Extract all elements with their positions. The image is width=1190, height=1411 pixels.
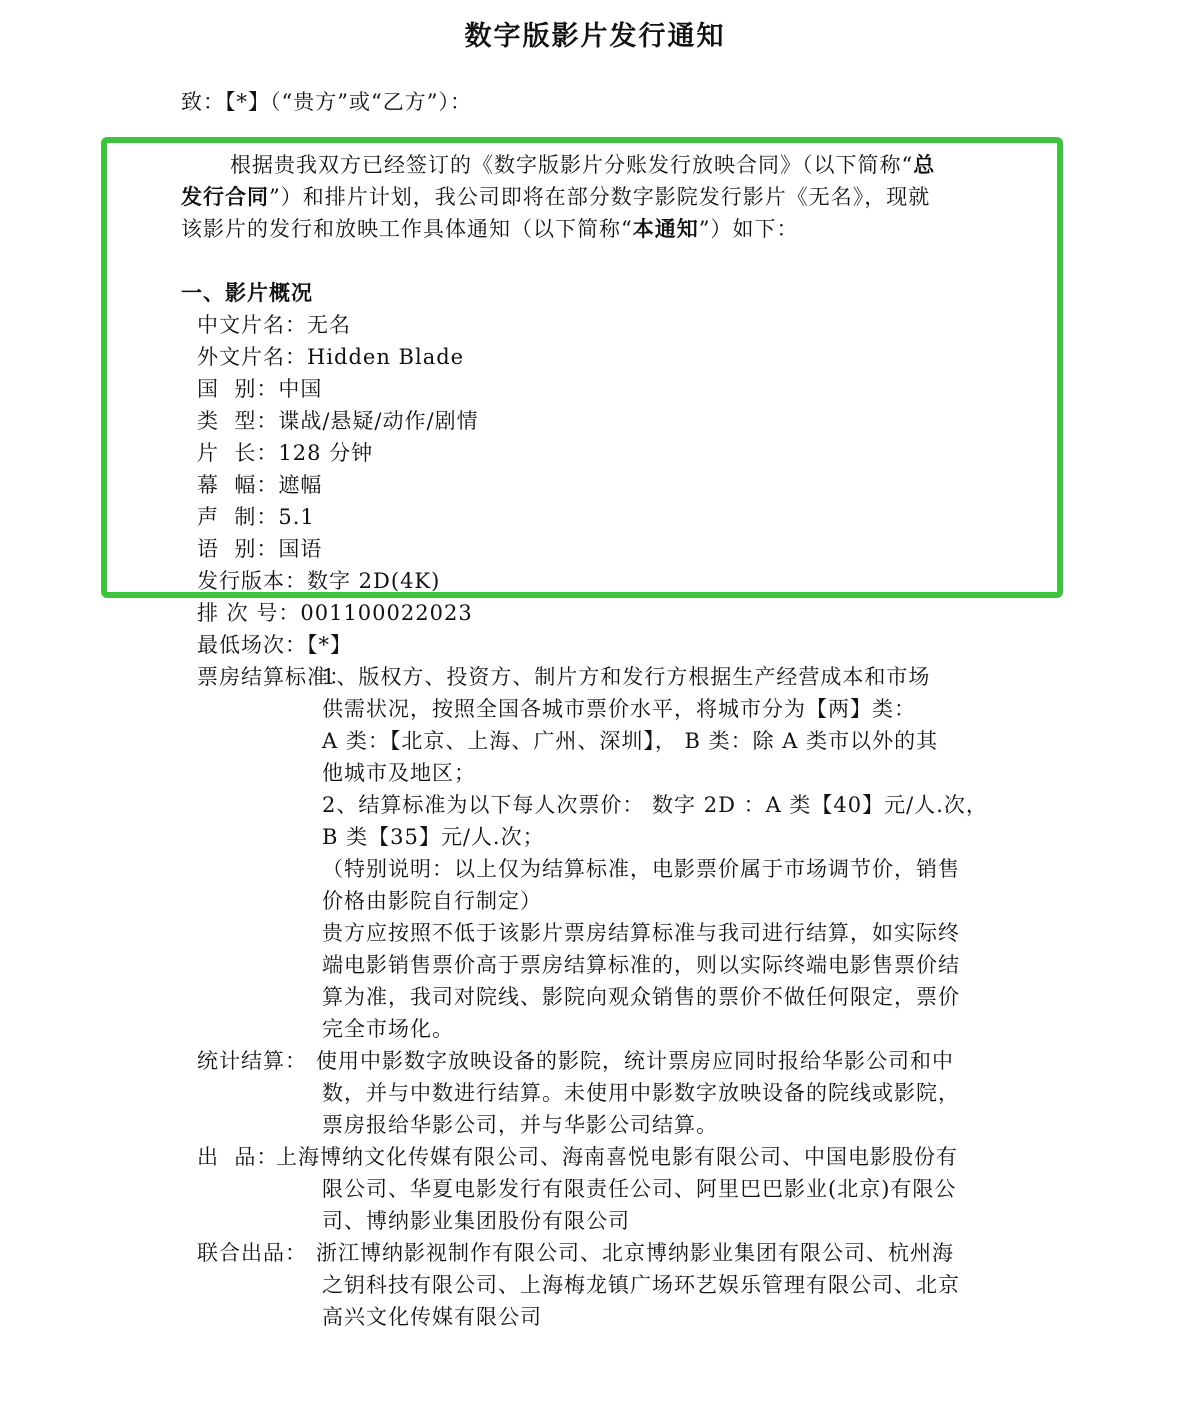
list-item: 片 长：128 分钟 — [197, 441, 374, 465]
box-office-line: 完全市场化。 — [322, 1017, 454, 1041]
list-item: 语 别：国语 — [197, 537, 323, 561]
list-item: 发行版本：数字 2D(4K) — [197, 569, 441, 593]
intro-line-1: 根据贵我双方已经签订的《数字版影片分账发行放映合同》（以下简称“总 — [230, 152, 936, 177]
statistics-line: 数，并与中数进行结算。未使用中影数字放映设备的院线或影院， — [322, 1081, 960, 1105]
box-office-line: 供需状况，按照全国各城市票价水平，将城市分为【两】类： — [322, 697, 916, 721]
box-office-line: A 类：【北京、上海、广州、深圳】， B 类：除 A 类市以外的其 — [322, 729, 939, 753]
document-title: 数字版影片发行通知 — [464, 21, 726, 52]
co-producer-line: 浙江博纳影视制作有限公司、北京博纳影业集团有限公司、杭州海 — [316, 1241, 954, 1265]
box-office-line: （特别说明：以上仅为结算标准，电影票价属于市场调节价，销售 — [322, 857, 960, 881]
box-office-label: 票房结算标准： — [197, 665, 351, 689]
list-item: 排 次 号：001100022023 — [197, 601, 473, 625]
producer-line: 上海博纳文化传媒有限公司、海南喜悦电影有限公司、中国电影股份有 — [276, 1145, 958, 1169]
list-item: 国 别：中国 — [197, 377, 323, 401]
statistics-line: 票房报给华影公司，并与华影公司结算。 — [322, 1113, 718, 1137]
box-office-line: 端电影销售票价高于票房结算标准的，则以实际终端电影售票价结 — [322, 953, 960, 977]
producer-label: 出 品： — [197, 1145, 279, 1169]
list-item: 最低场次：【*】 — [197, 633, 352, 657]
intro-line-3: 该影片的发行和放映工作具体通知（以下简称“本通知”）如下： — [181, 216, 799, 241]
producer-line: 限公司、华夏电影发行有限责任公司、阿里巴巴影业(北京)有限公 — [322, 1177, 957, 1201]
highlight-box — [101, 137, 1063, 598]
box-office-line: 他城市及地区； — [322, 761, 476, 785]
box-office-line: 2、结算标准为以下每人次票价： 数字 2D ：A 类【40】元/人.次， — [322, 793, 988, 817]
statistics-line: 使用中影数字放映设备的影院，统计票房应同时报给华影公司和中 — [316, 1049, 954, 1073]
section-heading-film-overview: 一、影片概况 — [181, 280, 313, 305]
box-office-line: B 类【35】元/人.次； — [322, 825, 545, 849]
list-item: 中文片名：无名 — [197, 313, 351, 337]
box-office-line: 贵方应按照不低于该影片票房结算标准与我司进行结算，如实际终 — [322, 921, 960, 945]
co-producer-line: 高兴文化传媒有限公司 — [322, 1305, 542, 1329]
producer-line: 司、博纳影业集团股份有限公司 — [322, 1209, 630, 1233]
box-office-line: 1、版权方、投资方、制片方和发行方根据生产经营成本和市场 — [322, 665, 931, 689]
co-producer-line: 之钥科技有限公司、上海梅龙镇广场环艺娱乐管理有限公司、北京 — [322, 1273, 960, 1297]
box-office-line: 价格由影院自行制定） — [322, 889, 542, 913]
list-item: 外文片名：Hidden Blade — [197, 345, 465, 369]
list-item: 幕 幅：遮幅 — [197, 473, 323, 497]
addressee: 致：【*】（“贵方”或“乙方”）： — [181, 90, 472, 114]
statistics-label: 统计结算： — [197, 1049, 307, 1073]
intro-line-2: 发行合同”）和排片计划，我公司即将在部分数字影院发行影片《无名》，现就 — [181, 184, 931, 209]
box-office-line: 算为准，我司对院线、影院向观众销售的票价不做任何限定，票价 — [322, 985, 960, 1009]
list-item: 声 制：5.1 — [197, 505, 315, 529]
co-producer-label: 联合出品： — [197, 1241, 307, 1265]
list-item: 类 型：谍战/悬疑/动作/剧情 — [197, 409, 479, 433]
